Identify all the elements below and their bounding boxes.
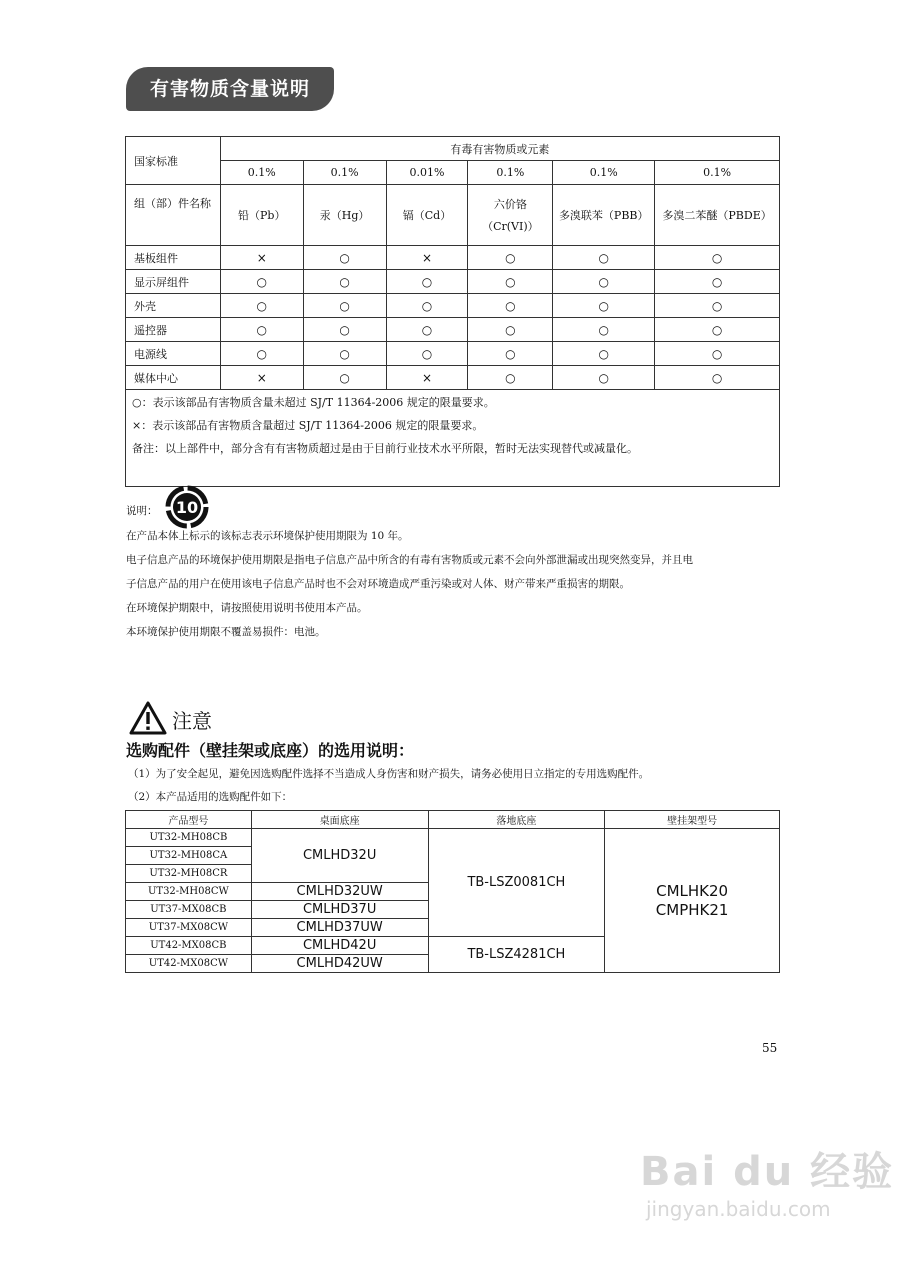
model-cell: UT37-MX08CB [126, 901, 252, 919]
header-part: 组（部）件名称 [126, 185, 221, 246]
floor-stand-cell: TB-LSZ4281CH [428, 937, 605, 973]
substance-mark: ○ [303, 342, 386, 366]
substance-mark: ○ [303, 270, 386, 294]
table-row [126, 246, 780, 270]
substance-cell: 多溴二苯醚（PBDE） [655, 185, 780, 246]
wall-mount-model: CMLHK20 [656, 881, 729, 900]
part-name: 媒体中心 [126, 366, 221, 390]
substance-formula: （Cr(VI)） [482, 220, 539, 233]
limit-cell: 0.1% [220, 161, 303, 185]
model-cell: UT37-MX08CW [126, 919, 252, 937]
limit-cell: 0.1% [303, 161, 386, 185]
explanation-label: 说明： [126, 505, 158, 517]
explanation-line: 电子信息产品的环境保护使用期限是指电子信息产品中所含的有毒有害物质或元素不会向外部泄漏或出现突然变异，并且电 [126, 554, 693, 566]
watermark-url: jingyan.baidu.com [646, 1197, 831, 1221]
part-name: 外壳 [126, 294, 221, 318]
desk-stand-cell: CMLHD32UW [251, 883, 428, 901]
header-desk: 桌面底座 [251, 811, 428, 829]
note-line: ○：表示该部品有害物质含量未超过 SJ/T 11364-2006 规定的限量要求。 [126, 390, 780, 414]
desk-stand-cell: CMLHD37UW [251, 919, 428, 937]
substance-mark: × [386, 246, 468, 270]
logo-number: 10 [175, 498, 199, 517]
page-number: 55 [762, 1041, 778, 1055]
substance-mark: × [386, 366, 468, 390]
caution-title: 注意 [172, 709, 212, 733]
desk-stand-cell: CMLHD42U [251, 937, 428, 955]
substance-mark: ○ [655, 294, 780, 318]
substance-name: 六价铬 [493, 198, 527, 211]
substance-mark: ○ [553, 366, 655, 390]
model-cell: UT42-MX08CW [126, 955, 252, 973]
substance-mark: ○ [220, 294, 303, 318]
model-cell: UT32-MH08CB [126, 829, 252, 847]
substance-cell: 汞（Hg） [303, 185, 386, 246]
substance-mark: ○ [553, 294, 655, 318]
part-name: 基板组件 [126, 246, 221, 270]
substance-mark: ○ [655, 342, 780, 366]
substance-mark: ○ [655, 366, 780, 390]
substance-mark: ○ [468, 246, 553, 270]
header-standard: 国家标准 [126, 137, 221, 185]
explanation-line: 在产品本体上标示的该标志表示环境保护使用期限为 10 年。 [126, 530, 409, 542]
substance-mark: ○ [468, 294, 553, 318]
substance-cell: 多溴联苯（PBB） [553, 185, 655, 246]
note-line: ×：表示该部品有害物质含量超过 SJ/T 11364-2006 规定的限量要求。 [126, 413, 780, 436]
limit-cell: 0.1% [553, 161, 655, 185]
header-model: 产品型号 [126, 811, 252, 829]
substance-cell: 铅（Pb） [220, 185, 303, 246]
accessory-table [125, 810, 780, 973]
substance-cell: 镉（Cd） [386, 185, 468, 246]
table-row [126, 318, 780, 342]
substance-mark: ○ [303, 246, 386, 270]
substance-mark: ○ [220, 270, 303, 294]
substance-mark: × [220, 366, 303, 390]
substance-mark: ○ [303, 294, 386, 318]
model-cell: UT32-MH08CW [126, 883, 252, 901]
wall-mount-cell [605, 829, 780, 973]
substance-mark: ○ [468, 342, 553, 366]
substance-mark: ○ [220, 342, 303, 366]
table-row [126, 294, 780, 318]
note-line: 备注：以上部件中，部分含有有害物质超过是由于目前行业技术水平所限，暂时无法实现替代或减量化。 [126, 436, 780, 487]
table-row [126, 270, 780, 294]
watermark [640, 1140, 894, 1221]
limit-cell: 0.1% [468, 161, 553, 185]
environment-period-logo [164, 484, 210, 530]
substance-mark: ○ [220, 318, 303, 342]
table-row [126, 366, 780, 390]
table-row [126, 342, 780, 366]
part-name: 遥控器 [126, 318, 221, 342]
wall-mount-model: CMPHK21 [655, 900, 729, 919]
watermark-brand: Bai du 经验 [640, 1149, 895, 1195]
desk-stand-cell: CMLHD42UW [251, 955, 428, 973]
caution-subtitle: 选购配件（壁挂架或底座）的选用说明： [126, 741, 415, 760]
part-name: 显示屏组件 [126, 270, 221, 294]
header-group: 有毒有害物质或元素 [220, 137, 779, 161]
caution-item: （1）为了安全起见，避免因选购配件选择不当造成人身伤害和财产损失，请务必使用日立指定的专用选购配件。 [128, 768, 650, 780]
substance-mark: ○ [655, 318, 780, 342]
limit-cell: 0.01% [386, 161, 468, 185]
substance-mark: ○ [655, 246, 780, 270]
substance-mark: ○ [303, 318, 386, 342]
part-name: 电源线 [126, 342, 221, 366]
model-cell: UT42-MX08CB [126, 937, 252, 955]
substance-mark: ○ [553, 246, 655, 270]
substance-mark: ○ [386, 294, 468, 318]
explanation-line: 子信息产品的用户在使用该电子信息产品时也不会对环境造成严重污染或对人体、财产带来严重损害的期限。 [126, 578, 630, 590]
substance-mark: ○ [655, 270, 780, 294]
explanation-line: 本环境保护使用期限不覆盖易损件：电池。 [126, 626, 326, 638]
model-cell: UT32-MH08CA [126, 847, 252, 865]
limit-cell: 0.1% [655, 161, 780, 185]
substance-mark: ○ [386, 342, 468, 366]
header-floor: 落地底座 [428, 811, 605, 829]
explanation-line: 在环境保护期限中，请按照使用说明书使用本产品。 [126, 602, 368, 614]
section-title: 有害物质含量说明 [126, 67, 334, 111]
header-wall: 壁挂架型号 [605, 811, 780, 829]
substance-mark: ○ [468, 366, 553, 390]
caution-item: （2）本产品适用的选购配件如下： [128, 791, 293, 803]
desk-stand-cell: CMLHD37U [251, 901, 428, 919]
substance-mark: ○ [386, 318, 468, 342]
substance-mark: × [220, 246, 303, 270]
substance-cell [468, 185, 553, 246]
floor-stand-cell: TB-LSZ0081CH [428, 829, 605, 937]
substance-mark: ○ [553, 342, 655, 366]
substance-mark: ○ [553, 270, 655, 294]
model-cell: UT32-MH08CR [126, 865, 252, 883]
substance-mark: ○ [386, 270, 468, 294]
desk-stand-cell: CMLHD32U [251, 829, 428, 883]
substance-mark: ○ [553, 318, 655, 342]
substance-mark: ○ [468, 270, 553, 294]
hazardous-substance-table [125, 136, 780, 487]
substance-mark: ○ [303, 366, 386, 390]
warning-icon [128, 700, 168, 736]
substance-mark: ○ [468, 318, 553, 342]
